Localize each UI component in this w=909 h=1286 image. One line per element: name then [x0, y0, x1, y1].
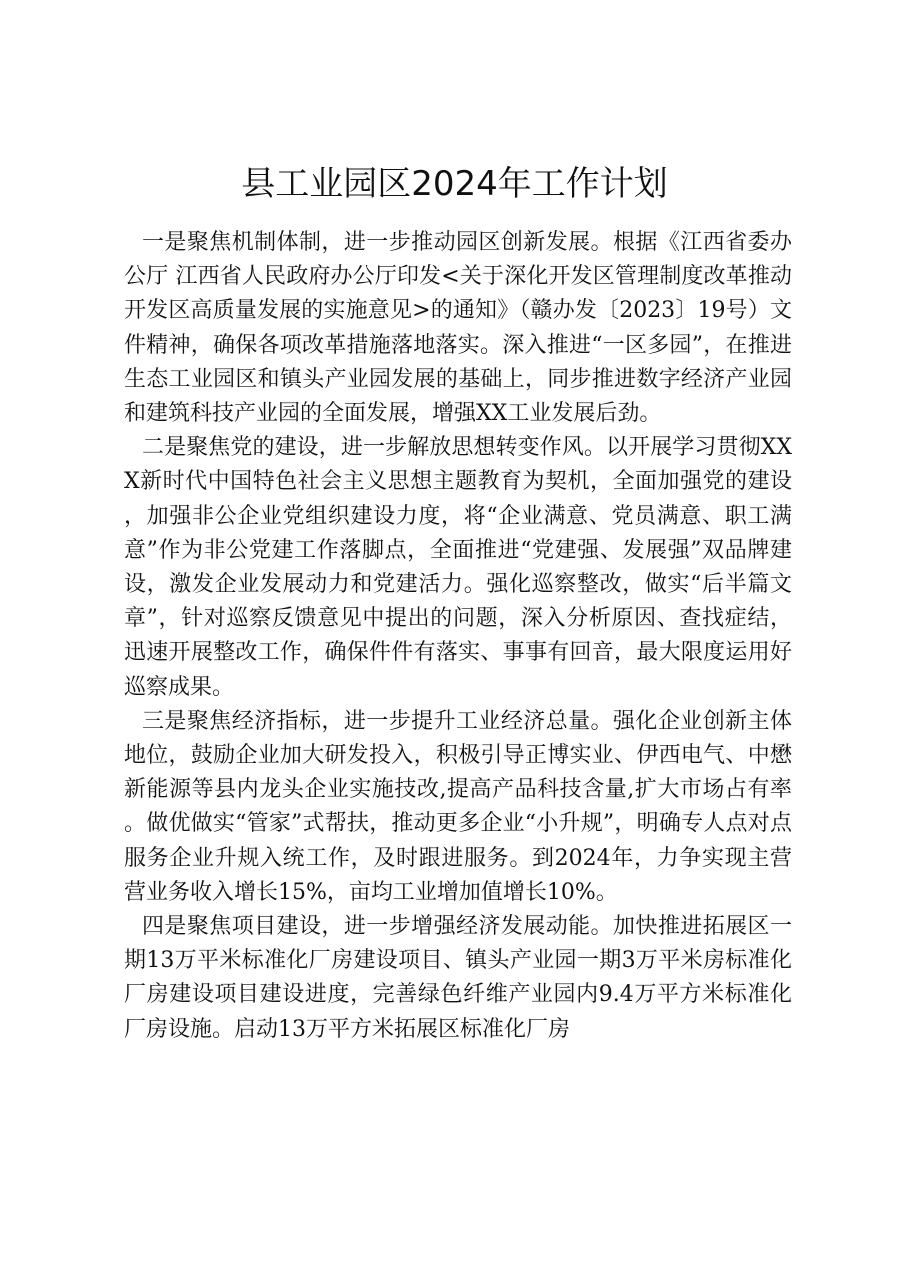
- paragraph-1: 一是聚焦机制体制，进一步推动园区创新发展。根据《江西省委办公厅 江西省人民政府办公厅印发<关于深化开发区管理制度改革推动开发区高质量发展的实施意见>的通知》（赣办发〔2023〕19号）文件精神，确保各项改革措施落地落实。深入推进“一区多园”，在推进生态工业园区和镇头产业园发展的基础上，同步推进数字经济产业园和建筑科技产业园的全面发展，增强XX工业发展后劲。: [124, 230, 792, 427]
- paragraph-2: 二是聚焦党的建设，进一步解放思想转变作风。以开展学习贯彻XXX新时代中国特色社会主义思想主题教育为契机，全面加强党的建设，加强非公企业党组织建设力度，将“企业满意、党员满意、职工满意”作为非公党建工作落脚点，全面推进“党建强、发展强”双品牌建设，激发企业发展动力和党建活力。强化巡察整改，做实“后半篇文章”，针对巡察反馈意见中提出的问题，深入分析原因、查找症结，迅速开展整改工作，确保件件有落实、事事有回音，最大限度运用好巡察成果。: [124, 435, 792, 700]
- paragraph-4: 四是聚焦项目建设，进一步增强经济发展动能。加快推进拓展区一期13万平米标准化厂房建设项目、镇头产业园一期3万平米房标准化厂房建设项目建设进度，完善绿色纤维产业园内9.4万平方米标准化厂房设施。启动13万平方米拓展区标准化厂房: [124, 914, 792, 1042]
- paragraph-3: 三是聚焦经济指标，进一步提升工业经济总量。强化企业创新主体地位，鼓励企业加大研发投入，积极引导正博实业、伊西电气、中懋新能源等县内龙头企业实施技改,提高产品科技含量,扩大市场占有率。做优做实“管家”式帮扶，推动更多企业“小升规”，明确专人点对点服务企业升规入统工作，及时跟进服务。到2024年，力争实现主营营业务收入增长15%，亩均工业增加值增长10%。: [124, 708, 792, 905]
- page-title: 县工业园区2024年工作计划: [241, 164, 668, 204]
- document-body: [124, 226, 792, 1047]
